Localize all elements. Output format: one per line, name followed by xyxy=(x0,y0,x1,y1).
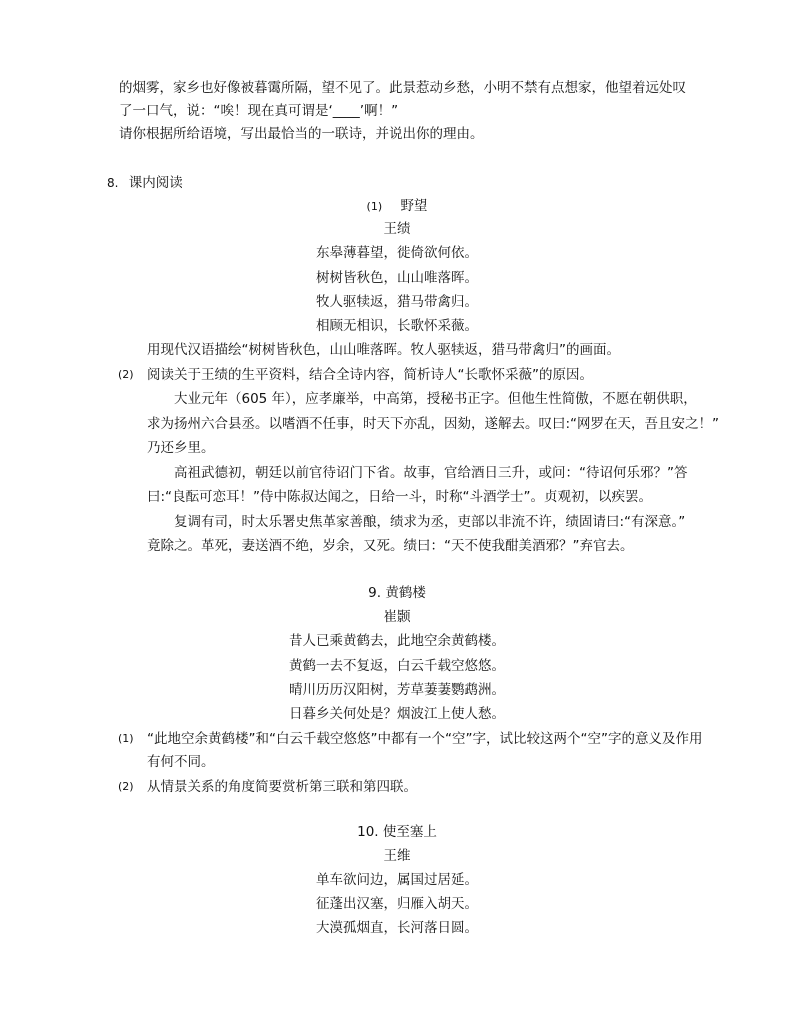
intro-line-3: 请你根据所给语境，写出最恰当的一联诗，并说出你的理由。 xyxy=(119,126,484,142)
intro-line-2: 了一口气，说：“唉！现在真可谓是‘____’啊！” xyxy=(119,103,399,119)
q9-poem-line-1: 昔人已乘黄鹤去，此地空余黄鹤楼。 xyxy=(289,633,505,649)
q8-sub2-number: (2) xyxy=(118,368,134,381)
q9-author: 崔颢 xyxy=(383,609,411,625)
q8-heading-text: 课内阅读 xyxy=(128,175,183,191)
q9-poem-line-2: 黄鹤一去不复返，白云千载空悠悠。 xyxy=(289,658,505,674)
q8-poem-line-1: 东皋薄暮望，徙倚欲何依。 xyxy=(316,245,478,261)
q8-poem-line-3: 牧人驱犊返，猎马带禽归。 xyxy=(316,294,478,310)
q10-poem-line-2: 征蓬出汉塞，归雁入胡天。 xyxy=(316,896,478,912)
q8-heading xyxy=(107,173,183,193)
q8-bio-line-5: 曰:“良酝可恋耳！”侍中陈叔达闻之，日给一斗，时称“斗酒学士”。贞观初，以疾罢。 xyxy=(147,489,653,505)
q9-question-2: 从情景关系的角度简要赏析第三联和第四联。 xyxy=(147,779,417,795)
q9-question-1-line-1: “此地空余黄鹤楼”和“白云千载空悠悠”中都有一个“空”字，试比较这两个“空”字的意义及作用 xyxy=(147,731,703,747)
q10-author: 王维 xyxy=(383,848,411,864)
q8-bio-line-7: 竟除之。革死，妻送酒不绝，岁余，又死。绩曰：“天不使我酣美酒邪？”弃官去。 xyxy=(147,538,634,554)
q9-sub2-number: (2) xyxy=(118,780,134,793)
q9-title: 9. 黄鹤楼 xyxy=(368,585,426,601)
q9-poem-line-3: 晴川历历汉阳树，芳草萋萋鹦鹉洲。 xyxy=(289,682,505,698)
q9-sub1-number: (1) xyxy=(118,732,134,745)
q8-question-1: 用现代汉语描绘“树树皆秋色，山山唯落晖。牧人驱犊返，猎马带禽归”的画面。 xyxy=(147,342,620,358)
q8-number: 8. xyxy=(107,176,119,190)
intro-line-1: 的烟雾，家乡也好像被暮霭所隔，望不见了。此景惹动乡愁，小明不禁有点想家，他望着远处叹 xyxy=(119,80,686,96)
q8-poem-title-line xyxy=(0,196,794,217)
q9-question-1-line-2: 有何不同。 xyxy=(147,754,215,770)
q8-sub1-number: (1) xyxy=(366,200,383,213)
q9-poem-line-4: 日暮乡关何处是？烟波江上使人愁。 xyxy=(289,706,505,722)
q8-bio-line-2: 求为扬州六合县丞。以嗜酒不任事，时天下亦乱，因劾，遂解去。叹曰:“网罗在天，吾且安之！” xyxy=(147,416,720,432)
q8-bio-line-4: 高祖武德初，朝廷以前官待诏门下省。故事，官给酒日三升，或问：“待诏何乐邪？”答 xyxy=(174,465,688,481)
q8-bio-line-3: 乃还乡里。 xyxy=(147,440,215,456)
q8-poem-line-4: 相顾无相识，长歌怀采薇。 xyxy=(316,318,478,334)
q8-poem-title: 野望 xyxy=(400,198,428,214)
q10-title: 10. 使至塞上 xyxy=(357,824,437,840)
q10-poem-line-3: 大漠孤烟直，长河落日圆。 xyxy=(316,920,478,936)
q8-bio-line-6: 复调有司，时太乐署史焦革家善酿，绩求为丞，吏部以非流不许，绩固请曰:“有深意。” xyxy=(174,514,686,530)
q10-poem-line-1: 单车欲问边，属国过居延。 xyxy=(316,872,478,888)
q8-poem-author: 王绩 xyxy=(383,221,411,237)
q8-question-2: 阅读关于王绩的生平资料，结合全诗内容，简析诗人“长歌怀采薇”的原因。 xyxy=(147,367,593,383)
q8-bio-line-1: 大业元年（605 年），应孝廉举，中高第，授秘书正字。但他生性简傲，不愿在朝供职， xyxy=(174,391,697,407)
q8-poem-line-2: 树树皆秋色，山山唯落晖。 xyxy=(316,270,478,286)
